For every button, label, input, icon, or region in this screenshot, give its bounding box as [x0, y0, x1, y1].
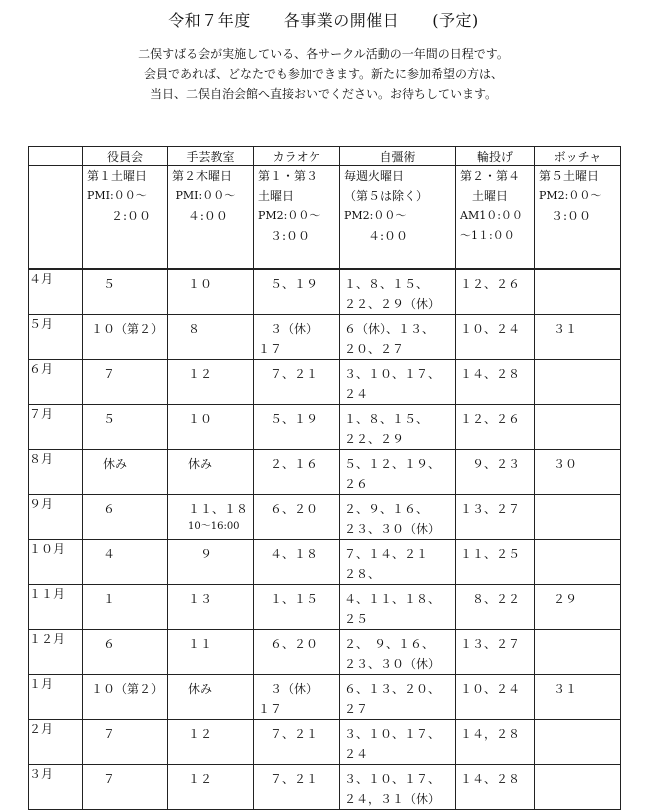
date-cell-karaoke	[254, 675, 340, 720]
date-text: １４，２８	[460, 727, 521, 741]
date-text: ２５	[344, 612, 369, 626]
date-cell-wanage	[456, 630, 535, 675]
date-cell-boccia	[535, 495, 621, 540]
date-text: ３、１０、１７、	[344, 727, 441, 741]
date-text: １０	[188, 412, 213, 426]
date-text: ３１	[553, 682, 578, 696]
date-text: ２２、２９（休）	[344, 297, 441, 311]
date-text: ５、１９	[258, 277, 319, 291]
date-cell-wanage	[456, 540, 535, 585]
month-label: １２月	[29, 630, 83, 675]
header-row	[29, 147, 621, 166]
info-line: ２:００	[87, 209, 152, 223]
month-label: ７月	[29, 405, 83, 450]
schedule-info-shugei	[168, 166, 254, 270]
info-line: （第５は除く）	[344, 189, 429, 203]
date-text: １２	[188, 367, 213, 381]
month-row	[29, 405, 621, 450]
date-cell-boccia	[535, 630, 621, 675]
month-label: ８月	[29, 450, 83, 495]
date-text: ２６	[344, 477, 369, 491]
date-text: ６	[103, 637, 116, 651]
date-cell-yakuinkai	[83, 360, 168, 405]
date-cell-wanage	[456, 450, 535, 495]
date-cell-yakuinkai	[83, 495, 168, 540]
date-text: １２	[188, 772, 213, 786]
month-label: １０月	[29, 540, 83, 585]
date-text: １０、２４	[460, 682, 521, 696]
date-cell-yakuinkai	[83, 765, 168, 810]
month-label: １月	[29, 675, 83, 720]
date-text: ２４	[344, 387, 369, 401]
intro-line: 二俣すばる会が実施している、各サークル活動の一年間の日程です。	[138, 47, 509, 61]
date-text: ９	[188, 547, 213, 561]
date-text: ７	[103, 367, 116, 381]
date-text: １０、２４	[460, 322, 521, 336]
date-text: 休み	[188, 682, 213, 696]
date-text: ６、１３、２０、	[344, 682, 441, 696]
info-line: ３:００	[539, 209, 592, 223]
date-text: １０	[188, 277, 213, 291]
date-cell-yakuinkai	[83, 675, 168, 720]
date-text: ４、１１、１８、	[344, 592, 441, 606]
schedule-info-row	[29, 166, 621, 270]
intro-line: 当日、二俣自治会館へ直接おいでください。お待ちしています。	[149, 87, 498, 101]
date-cell-jikyojutsu	[340, 630, 456, 675]
date-cell-jikyojutsu	[340, 585, 456, 630]
info-corner-cell	[29, 166, 83, 270]
month-row	[29, 269, 621, 315]
date-text: １３、２７	[460, 502, 521, 516]
date-cell-boccia	[535, 675, 621, 720]
date-text: ８	[188, 322, 201, 336]
date-cell-jikyojutsu	[340, 269, 456, 315]
date-text: ７、１４、２１	[344, 547, 429, 561]
date-text: ２３、３０（休）	[344, 522, 441, 536]
date-text: ２、９、１６、	[344, 502, 429, 516]
date-text: 休み	[103, 457, 128, 471]
schedule-info-boccia	[535, 166, 621, 270]
info-line: 毎週火曜日	[344, 169, 405, 183]
date-text: １３、２７	[460, 637, 521, 651]
date-text: ２７	[344, 702, 369, 716]
date-text: ５、１２、１９、	[344, 457, 441, 471]
date-text: ２９	[553, 592, 578, 606]
date-cell-wanage	[456, 675, 535, 720]
date-text: ７	[103, 772, 116, 786]
schedule-info-yakuinkai	[83, 166, 168, 270]
date-cell-shugei	[168, 585, 254, 630]
info-line: PMⅠ:００～	[87, 189, 147, 202]
date-cell-karaoke	[254, 765, 340, 810]
date-text: ３、１０、１７、	[344, 367, 441, 381]
column-header-shugei: 手芸教室	[168, 147, 254, 166]
date-cell-boccia	[535, 360, 621, 405]
date-cell-wanage	[456, 315, 535, 360]
month-row	[29, 495, 621, 540]
info-line: 第２木曜日	[172, 169, 233, 183]
column-header-wanage: 輪投げ	[456, 147, 535, 166]
info-line: PM2:００～	[344, 209, 407, 222]
month-label: ４月	[29, 269, 83, 315]
info-line: 第１土曜日	[87, 169, 148, 183]
date-text: ４、１８	[258, 547, 319, 561]
info-line: PM2:００～	[258, 209, 321, 222]
date-text: ５	[103, 277, 116, 291]
column-header-jikyojutsu: 自彊術	[340, 147, 456, 166]
date-text: ２０、２７	[344, 342, 405, 356]
date-cell-jikyojutsu	[340, 675, 456, 720]
date-cell-karaoke	[254, 269, 340, 315]
date-text: １７	[258, 702, 283, 716]
date-text: 10～16:00	[188, 521, 240, 532]
date-cell-karaoke	[254, 585, 340, 630]
date-text: 休み	[188, 457, 213, 471]
date-text: １１	[188, 637, 213, 651]
date-text: ２、１６	[258, 457, 319, 471]
info-line: 第２・第４	[460, 169, 521, 183]
intro-line: 会員であれば、どなたでも参加できます。新たに参加希望の方は、	[143, 67, 504, 81]
schedule-info-karaoke	[254, 166, 340, 270]
date-cell-shugei	[168, 269, 254, 315]
date-cell-shugei	[168, 630, 254, 675]
date-text: ４	[103, 547, 116, 561]
month-row	[29, 765, 621, 810]
info-line: ３:００	[258, 229, 311, 243]
date-text: １、８、１５、	[344, 277, 429, 291]
date-cell-shugei	[168, 450, 254, 495]
date-cell-karaoke	[254, 630, 340, 675]
date-cell-shugei	[168, 495, 254, 540]
info-line: AM1０:００	[460, 209, 523, 222]
column-header-boccia: ボッチャ	[535, 147, 621, 166]
info-line: 第５土曜日	[539, 169, 600, 183]
info-line: 第１・第３	[258, 169, 319, 183]
schedule-info-jikyojutsu	[340, 166, 456, 270]
month-label: ５月	[29, 315, 83, 360]
date-cell-jikyojutsu	[340, 315, 456, 360]
date-cell-wanage	[456, 585, 535, 630]
date-text: １４、２８	[460, 367, 521, 381]
date-cell-boccia	[535, 405, 621, 450]
date-text: ２２、２９	[344, 432, 405, 446]
date-cell-jikyojutsu	[340, 405, 456, 450]
info-line: PM2:００～	[539, 189, 602, 202]
date-text: １７	[258, 342, 283, 356]
date-text: ７、２１	[258, 772, 319, 786]
date-cell-shugei	[168, 540, 254, 585]
date-text: １０（第２）	[91, 322, 164, 336]
corner-cell	[29, 147, 83, 166]
month-row	[29, 675, 621, 720]
date-cell-karaoke	[254, 450, 340, 495]
date-cell-shugei	[168, 315, 254, 360]
date-text: ３（休）	[258, 682, 319, 696]
date-cell-shugei	[168, 675, 254, 720]
date-text: １１、１８	[188, 502, 249, 516]
date-cell-wanage	[456, 405, 535, 450]
month-row	[29, 585, 621, 630]
date-cell-boccia	[535, 315, 621, 360]
date-text: ５、１９	[258, 412, 319, 426]
date-text: ６（休）、１３、	[344, 322, 435, 336]
date-text: １４、２８	[460, 772, 521, 786]
date-text: ３、１０、１７、	[344, 772, 441, 786]
month-row	[29, 315, 621, 360]
date-text: ２８、	[344, 567, 381, 581]
date-text: ７、２１	[258, 367, 319, 381]
date-text: ８、２２	[460, 592, 521, 606]
date-text: ９、２３	[460, 457, 521, 471]
date-text: ７、２１	[258, 727, 319, 741]
info-line: ～1１:００	[460, 229, 515, 242]
date-cell-boccia	[535, 450, 621, 495]
date-cell-shugei	[168, 765, 254, 810]
date-text: １、８、１５、	[344, 412, 429, 426]
date-cell-yakuinkai	[83, 540, 168, 585]
date-cell-wanage	[456, 360, 535, 405]
date-text: １３	[188, 592, 213, 606]
date-cell-yakuinkai	[83, 315, 168, 360]
date-text: ６、２０	[258, 637, 319, 651]
date-text: ６、２０	[258, 502, 319, 516]
date-text: １２、２６	[460, 277, 521, 291]
month-row	[29, 450, 621, 495]
month-row	[29, 630, 621, 675]
date-text: １１、２５	[460, 547, 521, 561]
date-cell-karaoke	[254, 405, 340, 450]
date-text: ２４，３１（休）	[344, 792, 441, 806]
date-cell-wanage	[456, 765, 535, 810]
date-cell-boccia	[535, 269, 621, 315]
info-line: ４:００	[344, 229, 409, 243]
info-line: 土曜日	[460, 189, 509, 203]
month-row	[29, 540, 621, 585]
date-cell-boccia	[535, 585, 621, 630]
date-cell-boccia	[535, 765, 621, 810]
month-label: ２月	[29, 720, 83, 765]
date-text: ３（休）	[258, 322, 319, 336]
date-cell-karaoke	[254, 360, 340, 405]
date-text: ５	[103, 412, 116, 426]
date-cell-jikyojutsu	[340, 360, 456, 405]
date-text: １	[103, 592, 116, 606]
month-label: ６月	[29, 360, 83, 405]
page-title: 令和７年度 各事業の開催日 (予定)	[168, 11, 479, 30]
date-text: １、１５	[258, 592, 319, 606]
date-cell-jikyojutsu	[340, 765, 456, 810]
date-text: ２、 ９、１６、	[344, 637, 435, 651]
date-cell-karaoke	[254, 315, 340, 360]
date-cell-wanage	[456, 269, 535, 315]
column-header-karaoke: カラオケ	[254, 147, 340, 166]
date-cell-shugei	[168, 360, 254, 405]
date-text: ７	[103, 727, 116, 741]
date-cell-yakuinkai	[83, 585, 168, 630]
date-cell-yakuinkai	[83, 450, 168, 495]
date-text: １２、２６	[460, 412, 521, 426]
date-cell-jikyojutsu	[340, 450, 456, 495]
date-cell-jikyojutsu	[340, 540, 456, 585]
date-cell-shugei	[168, 405, 254, 450]
date-cell-yakuinkai	[83, 269, 168, 315]
date-text: ２４	[344, 747, 369, 761]
date-cell-yakuinkai	[83, 630, 168, 675]
schedule-body	[29, 166, 621, 810]
date-text: ６	[103, 502, 116, 516]
date-text: １２	[188, 727, 213, 741]
date-text: ３１	[553, 322, 578, 336]
date-cell-karaoke	[254, 540, 340, 585]
schedule-table	[28, 146, 621, 810]
date-cell-boccia	[535, 540, 621, 585]
month-label: １１月	[29, 585, 83, 630]
info-line: ４:００	[172, 209, 228, 223]
date-cell-wanage	[456, 495, 535, 540]
month-label: ９月	[29, 495, 83, 540]
date-cell-yakuinkai	[83, 405, 168, 450]
intro-text	[0, 44, 647, 104]
date-text: １０（第２）	[91, 682, 164, 696]
date-cell-jikyojutsu	[340, 495, 456, 540]
info-line: PMⅠ:００～	[172, 189, 236, 202]
info-line: 土曜日	[258, 189, 295, 203]
column-header-yakuinkai: 役員会	[83, 147, 168, 166]
date-cell-karaoke	[254, 495, 340, 540]
date-text: ２３、３０（休）	[344, 657, 441, 671]
month-label: ３月	[29, 765, 83, 810]
month-row	[29, 360, 621, 405]
schedule-info-wanage	[456, 166, 535, 270]
date-text: ３０	[553, 457, 578, 471]
